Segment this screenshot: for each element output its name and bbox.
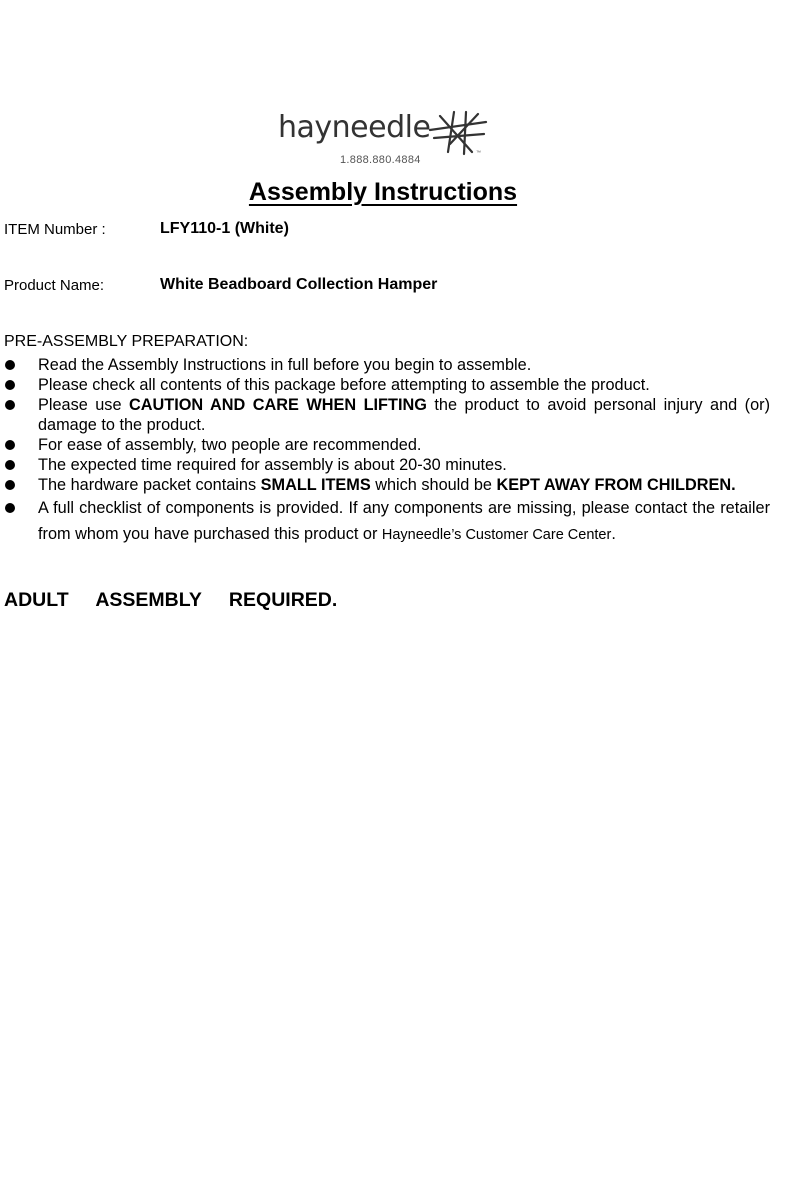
bullet-icon [5,503,15,513]
list-item-text: For ease of assembly, two people are recommended. [38,436,422,454]
list-item-text: The expected time required for assembly is about 20-30 minutes. [38,456,507,474]
caution-emphasis: CAUTION AND CARE WHEN LIFTING [128,396,427,414]
trademark-symbol: ™ [476,150,481,156]
page-title: Assembly Instructions [248,178,518,206]
item-number-label: ITEM Number : [4,221,106,238]
item-number-value: LFY110-1 (White) [160,220,289,237]
list-item [0,355,770,375]
list-item [0,435,770,455]
hayneedle-logo [278,108,493,168]
bullet-icon [5,380,15,390]
bullet-icon [5,440,15,450]
list-item [0,375,770,395]
list-item-text: which should be [370,476,497,494]
preparation-list [0,355,770,548]
bullet-icon [5,480,15,490]
list-item [0,455,770,475]
list-item [0,495,770,548]
keep-away-emphasis: KEPT AWAY FROM CHILDREN. [496,476,736,494]
list-item-text: Please use [38,396,129,414]
list-item-text: A full checklist of components is provided. If any components are missing, please contact the retailer from whom you have purchased this product or [38,499,770,543]
logo-wordmark: hayneedle [278,110,431,145]
list-item-text: Please check all contents of this package before attempting to assemble the product. [38,376,650,394]
bullet-icon [5,360,15,370]
list-item-text: The hardware packet contains [38,476,261,494]
list-item [0,475,770,495]
list-item-text: the product to avoid personal injury and (or) damage to the product. [38,396,770,434]
logo-phone-number: 1.888.880.4884 [340,154,421,166]
product-name-value: White Beadboard Collection Hamper [160,276,438,293]
customer-care-text: Hayneedle’s Customer Care Center [381,527,612,543]
product-name-label: Product Name: [4,277,105,294]
list-item-text: Read the Assembly Instructions in full before you begin to assemble. [38,356,532,374]
adult-assembly-notice: ADULT ASSEMBLY REQUIRED. [4,589,338,611]
needle-mark-icon [426,108,490,156]
list-item [0,395,770,435]
bullet-icon [5,400,15,410]
bullet-icon [5,460,15,470]
small-items-emphasis: SMALL ITEMS [260,476,371,494]
pre-assembly-heading: PRE-ASSEMBLY PREPARATION: [4,333,249,350]
list-item-text: . [611,525,616,543]
